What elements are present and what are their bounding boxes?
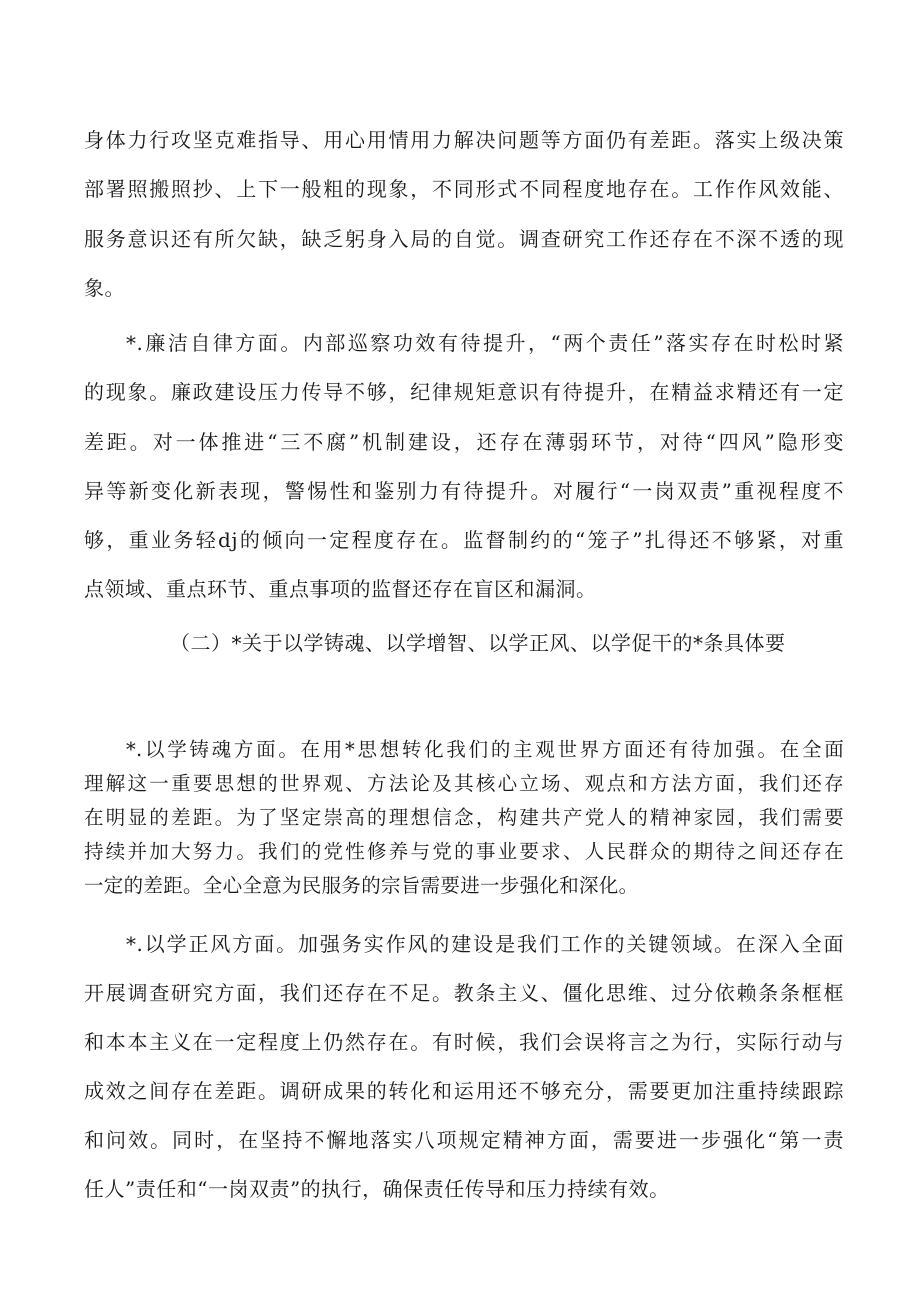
paragraph-line: 任人”责任和“一岗双责”的执行，确保责任传导和压力持续有效。: [84, 1177, 670, 1201]
paragraph-line: 一定的差距。全心全意为民服务的宗旨需要进一步强化和深化。: [84, 874, 639, 897]
paragraph-line: *.廉洁自律方面。内部巡察功效有待提升，“两个责任”落实存在时松时紧: [126, 331, 844, 355]
paragraph-line: 的现象。廉政建设压力传导不够，纪律规矩意识有待提升，在精益求精还有一定: [84, 380, 844, 404]
paragraph-line: 开展调查研究方面，我们还存在不足。教条主义、僵化思维、过分依赖条条框框: [84, 981, 844, 1005]
paragraph-line: 异等新变化新表现，警惕性和鉴别力有待提升。对履行“一岗双责”重视程度不: [84, 479, 844, 503]
section-heading: （二）*关于以学铸魂、以学增智、以学正风、以学促干的*条具体要: [170, 631, 786, 655]
paragraph-line: 成效之间存在差距。调研成果的转化和运用还不够充分，需要更加注重持续跟踪: [84, 1079, 844, 1103]
paragraph-line: 和问效。同时，在坚持不懈地落实八项规定精神方面，需要进一步强化“第一责: [84, 1128, 844, 1152]
paragraph-line: 理解这一重要思想的世界观、方法论及其核心立场、观点和方法方面，我们还存: [84, 772, 844, 795]
paragraph-line: *.以学正风方面。加强务实作风的建设是我们工作的关键领域。在深入全面: [126, 932, 844, 956]
paragraph-line: 身体力行攻坚克难指导、用心用情用力解决问题等方面仍有差距。落实上级决策: [84, 128, 844, 152]
paragraph-line: 部署照搬照抄、上下一般粗的现象，不同形式不同程度地存在。工作作风效能、: [84, 177, 844, 201]
paragraph-line: 差距。对一体推进“三不腐”机制建设，还存在薄弱环节，对待“四风”隐形变: [84, 430, 844, 454]
paragraph-line: 持续并加大努力。我们的党性修养与党的事业要求、人民群众的期待之间还存在: [84, 840, 844, 863]
paragraph-line: *.以学铸魂方面。在用*思想转化我们的主观世界方面还有待加强。在全面: [126, 738, 844, 761]
paragraph-line: 点领域、重点环节、重点事项的监督还存在盲区和漏洞。: [84, 577, 597, 601]
paragraph-line: 和本本主义在一定程度上仍然存在。有时候，我们会误将言之为行，实际行动与: [84, 1030, 844, 1054]
paragraph-line: 够，重业务轻dj的倾向一定程度存在。监督制约的“笼子”扎得还不够紧，对重: [84, 528, 844, 552]
paragraph-line: 服务意识还有所欠缺，缺乏躬身入局的自觉。调查研究工作还存在不深不透的现: [84, 227, 844, 251]
paragraph-line: 在明显的差距。为了坚定崇高的理想信念，构建共产党人的精神家园，我们需要: [84, 806, 844, 829]
paragraph-line: 象。: [84, 276, 125, 300]
